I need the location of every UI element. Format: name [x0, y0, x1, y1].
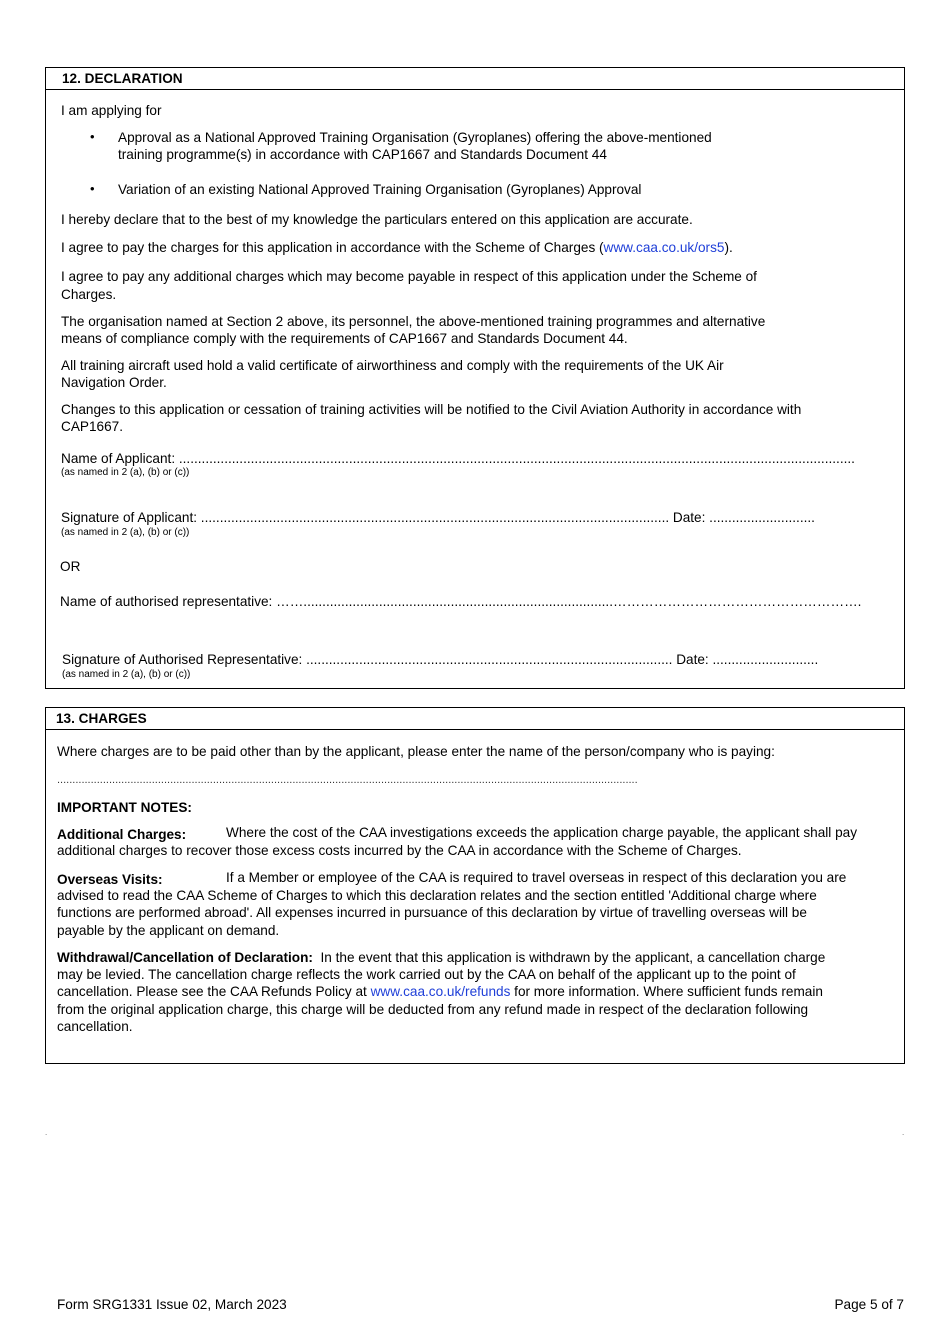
overseas-note-line3: functions are performed abroad'. All expenses incurred in pursuance of this declaration by virtue of travelling overseas will be — [57, 905, 807, 920]
changes-line1: Changes to this application or cessation of training activities will be notified to the Civil Aviation Authority in accordance with — [61, 402, 802, 417]
applicant-name-note: (as named in 2 (a), (b) or (c)) — [61, 467, 190, 478]
representative-signature-field[interactable]: Signature of Authorised Representative: ................................................................................................. Date: ............................ — [62, 652, 819, 667]
agree-charges-post: ). — [724, 240, 733, 255]
bullet-approval-line2: training programme(s) in accordance with CAP1667 and Standards Document 44 — [118, 147, 607, 162]
applicant-name-field[interactable]: Name of Applicant: ................................................................................................................................................................................... — [61, 451, 855, 466]
withdrawal-note-line3-post: for more information. Where sufficient funds remain — [514, 984, 823, 999]
refunds-policy-link[interactable]: www.caa.co.uk/refunds — [370, 984, 511, 999]
changes-line2: CAP1667. — [61, 419, 123, 434]
bullet-variation: Variation of an existing National Approved Training Organisation (Gyroplanes) Approval — [118, 182, 642, 197]
withdrawal-note-line2: may be levied. The cancellation charge reflects the work carried out by the CAA on behalf of the applicant up to the point of — [57, 967, 796, 982]
additional-charges-note-line1: Where the cost of the CAA investigations exceeds the application charge payable, the applicant shall pay — [226, 825, 857, 840]
important-notes-heading: IMPORTANT NOTES: — [57, 800, 192, 815]
or-text: OR — [60, 559, 81, 574]
charges-header: 13. CHARGES — [46, 708, 904, 730]
overseas-note-line1: If a Member or employee of the CAA is required to travel overseas in respect of this declaration you are — [226, 870, 847, 885]
representative-signature-note: (as named in 2 (a), (b) or (c)) — [62, 669, 191, 680]
additional-charges-note-line2: additional charges to recover those excess costs incurred by the CAA in accordance with the Scheme of Charges. — [57, 843, 742, 858]
overseas-visits-label: Overseas Visits: — [57, 872, 163, 887]
representative-name-field[interactable]: Name of authorised representative: ……..................................................................................………………………………………………. — [60, 594, 862, 609]
withdrawal-line3 — [57, 983, 823, 1000]
agree-charges-pre: I agree to pay the charges for this application in accordance with the Scheme of Charges ( — [61, 240, 604, 255]
bullet-icon: • — [90, 129, 95, 144]
agree-charges-text — [61, 239, 733, 256]
withdrawal-note-line1: In the event that this application is withdrawn by the applicant, a cancellation charge — [320, 950, 826, 965]
additional-charges-label: Additional Charges: — [57, 827, 187, 842]
charges-intro: Where charges are to be paid other than by the applicant, please enter the name of the person/company who is paying: — [57, 744, 775, 759]
additional-charges-line2: Charges. — [61, 287, 117, 302]
footer-form-id: Form SRG1331 Issue 02, March 2023 — [57, 1297, 287, 1312]
applicant-signature-note: (as named in 2 (a), (b) or (c)) — [61, 527, 190, 538]
withdrawal-note-line4: from the original application charge, this charge will be deducted from any refund made in respect of the declaration following — [57, 1002, 809, 1017]
overseas-note-line4: payable by the applicant on demand. — [57, 923, 280, 938]
margin-mark-left: . — [45, 1128, 48, 1137]
payer-name-field[interactable]: .............................................................................................................................................................................................. — [57, 774, 638, 786]
withdrawal-line1 — [57, 949, 825, 966]
withdrawal-label: Withdrawal/Cancellation of Declaration: — [57, 950, 313, 965]
aircraft-line1: All training aircraft used hold a valid certificate of airworthiness and comply with the requirements of the UK Air — [61, 358, 724, 373]
organisation-line1: The organisation named at Section 2 above, its personnel, the above-mentioned training programmes and alternative — [61, 314, 766, 329]
additional-charges-line1: I agree to pay any additional charges which may become payable in respect of this application under the Scheme of — [61, 269, 757, 284]
withdrawal-note-line3-pre: cancellation. Please see the CAA Refunds Policy at — [57, 984, 367, 999]
organisation-line2: means of compliance comply with the requirements of CAP1667 and Standards Document 44. — [61, 331, 628, 346]
bullet-icon: • — [90, 181, 95, 196]
overseas-note-line2: advised to read the CAA Scheme of Charges to which this declaration relates and the section entitled 'Additional charge where — [57, 888, 817, 903]
footer-page-number: Page 5 of 7 — [834, 1297, 904, 1312]
applying-for-text: I am applying for — [61, 103, 162, 118]
declaration-header: 12. DECLARATION — [46, 68, 904, 90]
hereby-declare-text: I hereby declare that to the best of my knowledge the particulars entered on this application are accurate. — [61, 212, 693, 227]
margin-mark-right: . — [902, 1128, 905, 1137]
bullet-approval-line1: Approval as a National Approved Training Organisation (Gyroplanes) offering the above-mentioned — [118, 130, 712, 145]
applicant-signature-field[interactable]: Signature of Applicant: ............................................................................................................................ Date: ............................ — [61, 510, 815, 525]
aircraft-line2: Navigation Order. — [61, 375, 167, 390]
scheme-of-charges-link[interactable]: www.caa.co.uk/ors5 — [603, 240, 725, 255]
withdrawal-note-line5: cancellation. — [57, 1019, 133, 1034]
